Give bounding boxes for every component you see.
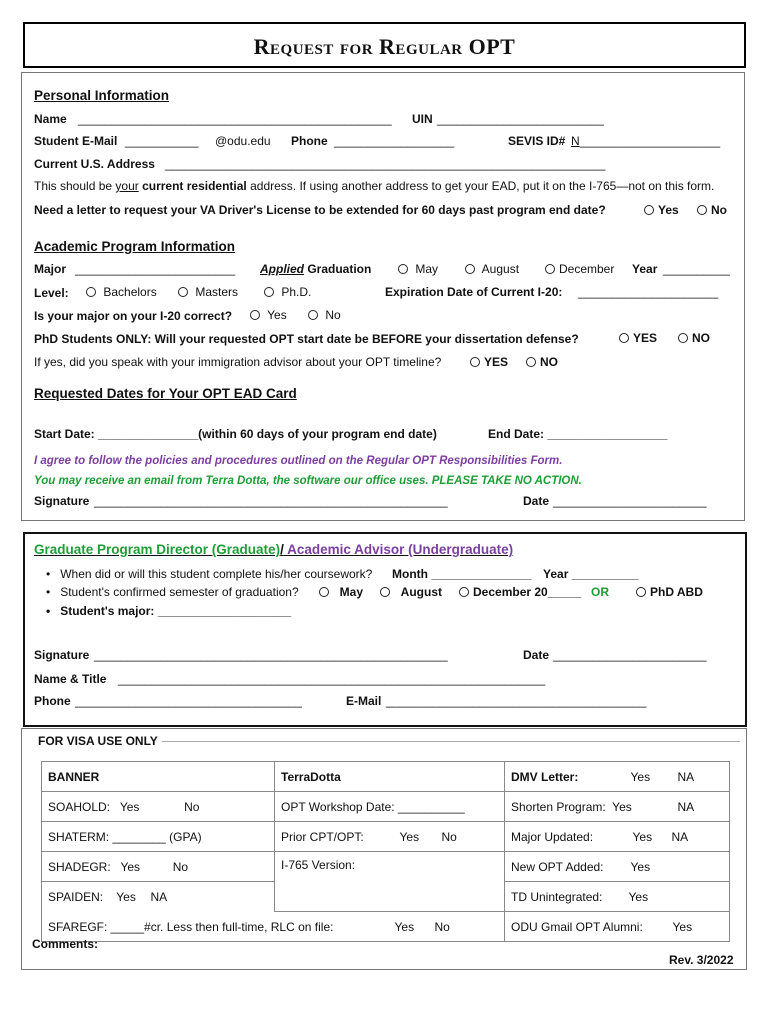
email-field[interactable]: ___________ xyxy=(125,134,199,148)
td-unintegrated-cell: TD Unintegrated: Yes xyxy=(505,882,730,912)
sevis-label: SEVIS ID# xyxy=(508,134,566,148)
banner-header: BANNER xyxy=(42,762,275,792)
phd-no-option[interactable]: NO xyxy=(678,331,710,345)
shorten-yes[interactable]: Yes xyxy=(612,799,632,814)
table-row xyxy=(42,852,730,882)
director-heading: Graduate Program Director (Graduate)/ Academic Advisor (Undergraduate) xyxy=(34,542,514,557)
applied-graduation-label: Applied Graduation xyxy=(260,262,372,276)
radio-icon[interactable] xyxy=(264,287,274,297)
uin-label: UIN xyxy=(412,112,433,126)
shaterm-cell[interactable]: SHATERM: ________ (GPA) xyxy=(42,822,275,852)
major-field[interactable]: ________________________ xyxy=(75,262,236,276)
address-note: This should be your current residential address. If using another address to get your EAD, put it on the I-765—not on this form. xyxy=(34,179,715,193)
grad-august-option[interactable]: August xyxy=(465,262,519,276)
student-date-label: Date xyxy=(523,494,550,508)
student-signature-label: Signature xyxy=(34,494,90,508)
director-date-label: Date xyxy=(523,648,550,662)
end-date-field[interactable]: End Date: __________________ xyxy=(488,427,668,441)
agree-statement: I agree to follow the policies and procedures outlined on the Regular OPT Responsibilities Form. xyxy=(34,455,563,467)
name-title-label: Name & Title xyxy=(34,672,107,686)
radio-icon[interactable] xyxy=(465,264,475,274)
semester-phd-abd-option[interactable]: PhD ABD xyxy=(636,585,703,599)
table-row xyxy=(42,912,730,942)
shadegr-no[interactable]: No xyxy=(172,859,189,874)
radio-icon[interactable] xyxy=(308,310,318,320)
advisor-yes-option[interactable]: YES xyxy=(470,355,508,369)
semester-august-option[interactable]: August xyxy=(380,585,442,599)
radio-icon[interactable] xyxy=(459,587,469,597)
student-signature-field[interactable]: _____________________________________________________ xyxy=(94,494,448,508)
dates-heading: Requested Dates for Your OPT EAD Card xyxy=(34,386,297,401)
i765-version-cell[interactable]: I-765 Version: xyxy=(275,852,505,912)
level-masters-option[interactable]: Masters xyxy=(178,285,238,299)
student-major-field[interactable]: • Student's major: ____________________ xyxy=(46,604,292,618)
radio-icon[interactable] xyxy=(250,310,260,320)
name-label: Name xyxy=(34,112,67,126)
visa-heading: FOR VISA USE ONLY xyxy=(38,734,162,748)
uin-field[interactable]: _________________________ xyxy=(437,112,604,126)
year-field[interactable]: __________ xyxy=(663,262,730,276)
or-label: OR xyxy=(591,585,609,599)
comments-label: Comments: xyxy=(32,937,99,951)
director-phone-field[interactable]: __________________________________ xyxy=(75,694,302,708)
radio-icon[interactable] xyxy=(178,287,188,297)
director-email-label: E-Mail xyxy=(346,694,382,708)
semester-may-option[interactable]: May xyxy=(319,585,363,599)
major-updated-na[interactable]: NA xyxy=(671,829,689,844)
expiration-field[interactable]: _____________________ xyxy=(578,285,719,299)
coursework-month-field[interactable]: Month _______________ xyxy=(392,567,532,581)
director-date-field[interactable]: _______________________ xyxy=(553,648,707,662)
spaiden-cell: SPAIDEN: Yes NA xyxy=(42,882,275,912)
sfaregf-yes[interactable]: Yes xyxy=(394,919,415,934)
radio-icon[interactable] xyxy=(697,205,707,215)
table-row xyxy=(42,822,730,852)
shadegr-cell: SHADEGR: Yes No xyxy=(42,852,275,882)
terradotta-header: TerraDotta xyxy=(275,762,505,792)
name-title-field[interactable]: ________________________________________________________________ xyxy=(118,672,546,686)
revision-label: Rev. 3/2022 xyxy=(669,953,734,967)
spaiden-na[interactable]: NA xyxy=(150,889,168,904)
prior-cpt-cell: Prior CPT/OPT: Yes No xyxy=(275,822,505,852)
phd-question: PhD Students ONLY: Will your requested OPT start date be BEFORE your dissertation defense? xyxy=(34,332,579,346)
major-updated-yes[interactable]: Yes xyxy=(632,829,653,844)
table-row xyxy=(42,762,730,792)
i20-yes-option[interactable]: Yes xyxy=(250,308,287,322)
student-date-field[interactable]: _______________________ xyxy=(553,494,707,508)
soahold-yes[interactable]: Yes xyxy=(119,799,140,814)
shadegr-yes[interactable]: Yes xyxy=(120,859,141,874)
table-row xyxy=(42,792,730,822)
advisor-question: If yes, did you speak with your immigration advisor about your OPT timeline? xyxy=(34,355,442,369)
radio-icon[interactable] xyxy=(398,264,408,274)
coursework-year-field[interactable]: Year __________ xyxy=(543,567,639,581)
major-label: Major xyxy=(34,262,67,276)
level-bachelors-option[interactable]: Bachelors xyxy=(86,285,157,299)
sfaregf-cell: SFAREGF: _____#cr. Less then full-time, RLC on file: Yes No xyxy=(42,912,505,942)
title-box xyxy=(23,22,746,68)
shorten-program-cell: Shorten Program: Yes NA xyxy=(505,792,730,822)
expiration-label: Expiration Date of Current I-20: xyxy=(385,285,563,299)
prior-cpt-no[interactable]: No xyxy=(441,829,457,844)
grad-may-option[interactable]: May xyxy=(398,262,438,276)
director-signature-field[interactable]: _____________________________________________________ xyxy=(94,648,448,662)
academic-heading: Academic Program Information xyxy=(34,239,236,254)
opt-workshop-cell[interactable]: OPT Workshop Date: __________ xyxy=(275,792,505,822)
semester-december-option[interactable]: December 20_____ xyxy=(459,585,581,599)
advisor-no-option[interactable]: NO xyxy=(526,355,558,369)
sevis-field[interactable]: _____________________ xyxy=(580,134,721,148)
radio-icon[interactable] xyxy=(319,587,329,597)
visa-table xyxy=(41,761,730,942)
start-date-field[interactable]: Start Date: _______________(within 60 days of your program end date) xyxy=(34,427,437,441)
form-title: Request for Regular OPT xyxy=(253,34,516,59)
dmv-letter-cell xyxy=(505,762,730,792)
radio-icon[interactable] xyxy=(644,205,654,215)
new-opt-added-cell: New OPT Added: Yes xyxy=(505,852,730,882)
email-domain: @odu.edu xyxy=(215,134,271,148)
i20-no-option[interactable]: No xyxy=(308,308,341,322)
va-yes-option[interactable]: Yes xyxy=(644,203,679,217)
visa-divider xyxy=(60,741,740,742)
i20-question: Is your major on your I-20 correct? xyxy=(34,309,233,323)
radio-icon[interactable] xyxy=(545,264,555,274)
va-question: Need a letter to request your VA Driver's License to be extended for 60 days past program end date? xyxy=(34,203,606,217)
email-notice: You may receive an email from Terra Dotta, the software our office uses. PLEASE TAKE NO ACTION. xyxy=(34,475,582,487)
radio-icon[interactable] xyxy=(380,587,390,597)
level-label: Level: xyxy=(34,286,69,300)
dmv-letter-label: DMV Letter: xyxy=(511,769,579,784)
address-field[interactable]: __________________________________________________________________ xyxy=(165,157,606,171)
radio-icon[interactable] xyxy=(678,333,688,343)
radio-icon[interactable] xyxy=(86,287,96,297)
coursework-question: • When did or will this student complete his/her coursework? xyxy=(46,567,373,581)
new-opt-yes[interactable]: Yes xyxy=(630,859,651,874)
spaiden-yes[interactable]: Yes xyxy=(116,889,136,904)
semester-question: • Student's confirmed semester of graduation? xyxy=(46,585,299,599)
radio-icon[interactable] xyxy=(619,333,629,343)
major-updated-cell: Major Updated: Yes NA xyxy=(505,822,730,852)
prior-cpt-yes[interactable]: Yes xyxy=(399,829,420,844)
odu-gmail-cell: ODU Gmail OPT Alumni: Yes xyxy=(505,912,730,942)
director-signature-label: Signature xyxy=(34,648,90,662)
email-label: Student E-Mail xyxy=(34,134,118,148)
director-phone-label: Phone xyxy=(34,694,71,708)
radio-icon[interactable] xyxy=(470,357,480,367)
personal-info-heading: Personal Information xyxy=(34,88,170,103)
soahold-cell: SOAHOLD: Yes No xyxy=(42,792,275,822)
va-no-option[interactable]: No xyxy=(697,203,727,217)
dmv-yes[interactable]: Yes xyxy=(630,769,651,784)
name-field[interactable]: _______________________________________________ xyxy=(78,112,392,126)
odu-gmail-yes[interactable]: Yes xyxy=(672,919,693,934)
address-label: Current U.S. Address xyxy=(34,157,155,171)
radio-icon[interactable] xyxy=(526,357,536,367)
sfaregf-no[interactable]: No xyxy=(434,919,450,934)
phone-label: Phone xyxy=(291,134,328,148)
sevis-prefix: N xyxy=(571,134,580,148)
shorten-na[interactable]: NA xyxy=(677,799,695,814)
year-label: Year xyxy=(632,262,658,276)
phd-yes-option[interactable]: YES xyxy=(619,331,657,345)
dmv-na[interactable]: NA xyxy=(677,769,695,784)
director-email-field[interactable]: _______________________________________ xyxy=(386,694,647,708)
grad-december-option[interactable]: December xyxy=(545,262,614,276)
td-unintegrated-yes[interactable]: Yes xyxy=(628,889,649,904)
soahold-no[interactable]: No xyxy=(184,799,200,814)
level-phd-option[interactable]: Ph.D. xyxy=(264,285,311,299)
phone-field[interactable]: __________________ xyxy=(334,134,455,148)
radio-icon[interactable] xyxy=(636,587,646,597)
